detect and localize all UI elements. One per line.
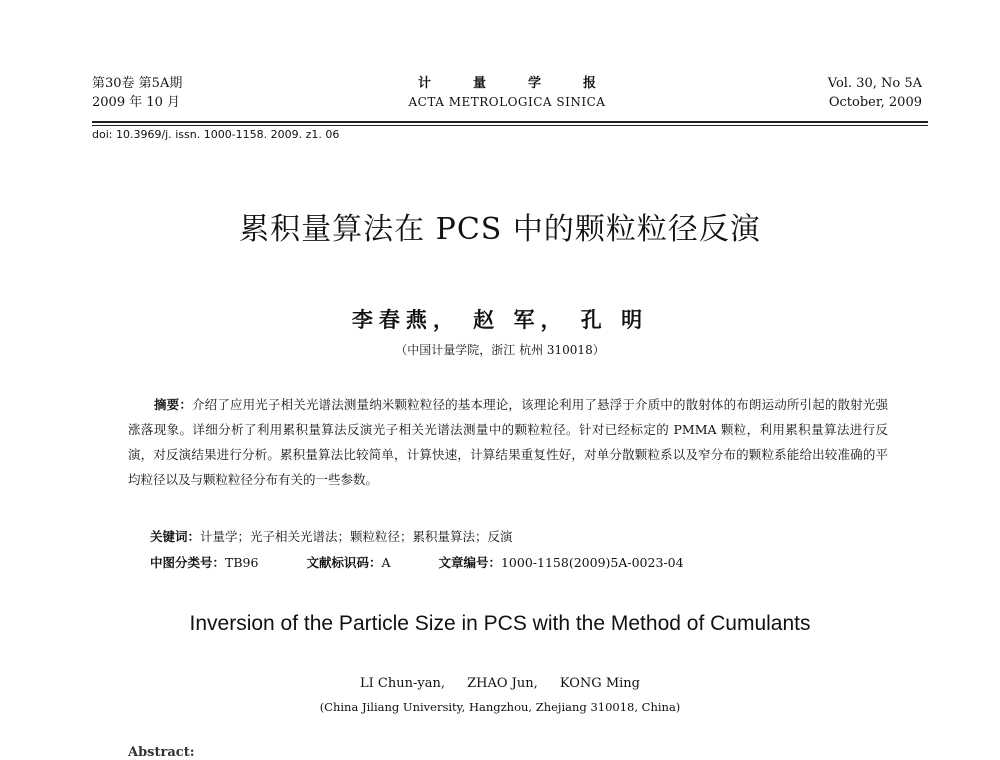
volume-issue-en: Vol. 30, No 5A: [827, 76, 922, 91]
author-en: KONG Ming: [559, 676, 640, 691]
clc-value: TB96: [225, 555, 259, 570]
issue-info-en: [828, 74, 922, 112]
paper-title-en: Inversion of the Particle Size in PCS with the Method of Cumulants: [189, 612, 811, 635]
keywords-cn: [150, 527, 513, 545]
affiliation-en: (China Jiliang University, Hangzhou, Zhejiang 310018, China): [319, 700, 681, 714]
doc-code-label: 文献标识码：: [306, 555, 382, 570]
abstract-cn: [128, 392, 888, 492]
author-en: ZHAO Jun,: [467, 676, 538, 691]
classification-line: [150, 553, 850, 571]
running-header: [92, 74, 922, 116]
header-rule-thin: [92, 125, 928, 126]
article-number: [438, 555, 683, 570]
keywords-text: 计量学；光子相关光谱法；颗粒粒径；累积量算法；反演: [200, 529, 513, 544]
paper-title-cn: 累积量算法在 PCS 中的颗粒粒径反演: [239, 212, 761, 247]
clc-number: [150, 555, 258, 570]
author-en: LI Chun-yan,: [360, 676, 445, 691]
doc-code-value: A: [381, 555, 391, 570]
issue-date-cn: 2009 年 10 月: [92, 95, 181, 110]
abstract-cn-label: 摘要：: [154, 397, 192, 412]
journal-name-cn: 计量学报: [417, 76, 638, 91]
article-number-label: 文章编号：: [438, 555, 501, 570]
journal-name-en: ACTA METROLOGICA SINICA: [408, 95, 606, 109]
clc-label: 中图分类号：: [150, 555, 226, 570]
doi: doi: 10.3969/j. issn. 1000-1158. 2009. z1. 06: [92, 128, 340, 141]
abstract-en-label: Abstract:: [128, 745, 195, 760]
article-number-value: 1000-1158(2009)5A-0023-04: [500, 555, 684, 570]
affiliation-cn: （中国计量学院，浙江 杭州 310018）: [395, 343, 605, 357]
volume-issue: 第30卷 第5A期: [92, 76, 183, 91]
issue-date-en: October, 2009: [828, 95, 922, 110]
authors-en: [0, 676, 1000, 691]
header-rule-thick: [92, 121, 928, 123]
document-code: [306, 555, 390, 570]
abstract-cn-text: 介绍了应用光子相关光谱法测量纳米颗粒粒径的基本理论，该理论利用了悬浮于介质中的散射体的布朗运动所引起的散射光强涨落现象。详细分析了利用累积量算法反演光子相关光谱法测量中的颗粒粒径。针对已经标定的 PMMA 颗粒，利用累积量算法进行反演，对反演结果进行分析。累积量算法比较简单，计算快速，计算结果重复性好，对单分散颗粒系以及窄分布的颗粒系能给出较准确的平均粒径以及与颗粒粒径分布有关的一些参数。: [128, 397, 888, 487]
journal-name: [92, 74, 922, 112]
keywords-label: 关键词：: [150, 529, 201, 544]
authors-cn: 李春燕， 赵 军， 孔 明: [351, 307, 649, 332]
